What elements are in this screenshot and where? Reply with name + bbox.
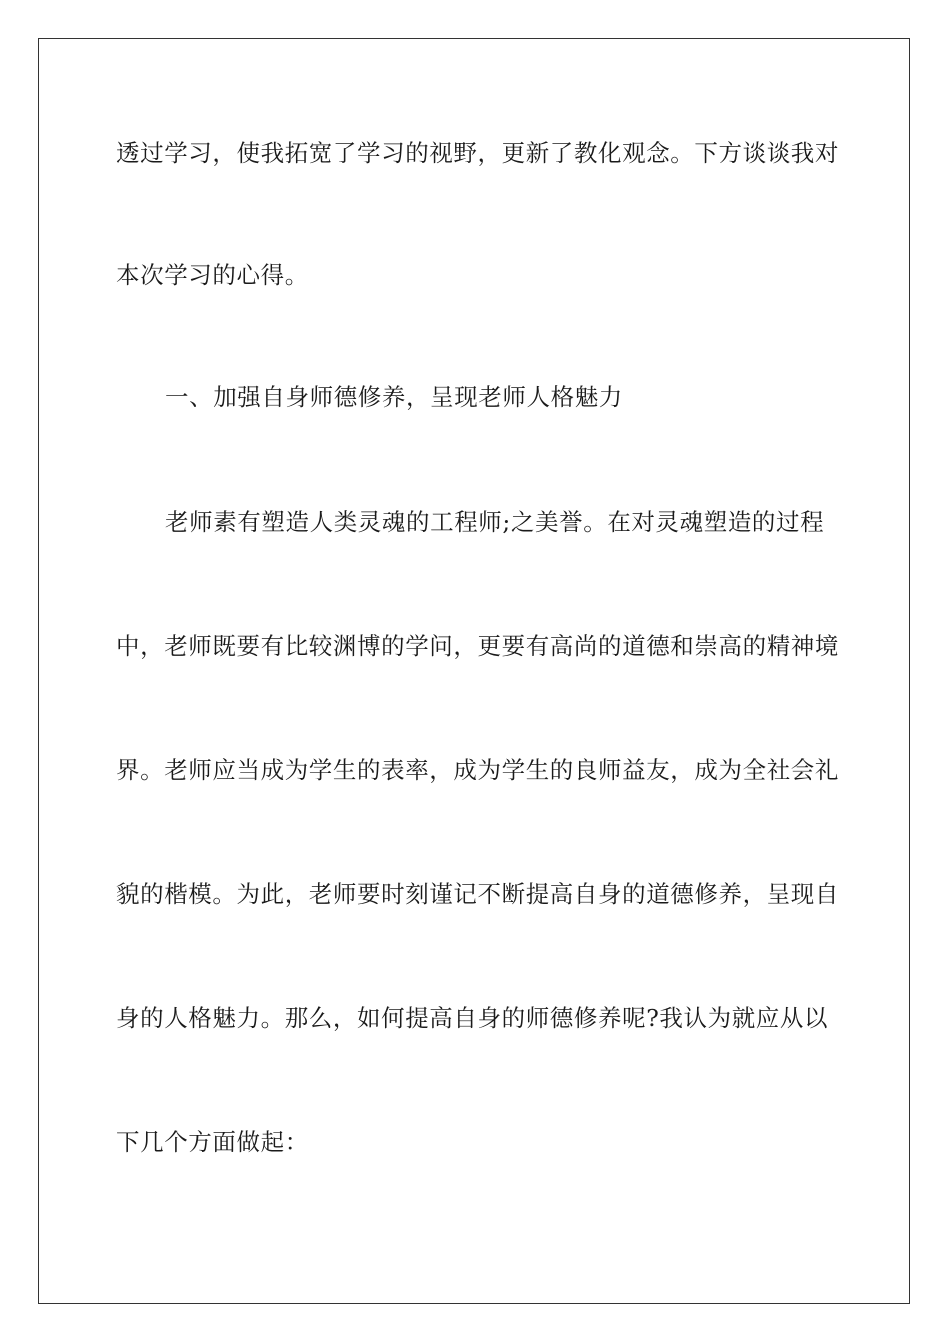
paragraph-line-5: 界。老师应当成为学生的表率，成为学生的良师益友，成为全社会礼 — [116, 756, 839, 784]
paragraph-line-3: 老师素有塑造人类灵魂的工程师;之美誉。在对灵魂塑造的过程 — [165, 508, 825, 536]
paragraph-line-4: 中，老师既要有比较渊博的学问，更要有高尚的道德和崇高的精神境 — [116, 632, 839, 660]
paragraph-line-2: 本次学习的心得。 — [116, 261, 309, 289]
paragraph-line-1: 透过学习，使我拓宽了学习的视野，更新了教化观念。下方谈谈我对 — [116, 139, 839, 167]
paragraph-line-6: 貌的楷模。为此，老师要时刻谨记不断提高自身的道德修养，呈现自 — [116, 880, 839, 908]
paragraph-line-8: 下几个方面做起： — [116, 1128, 309, 1156]
paragraph-line-7: 身的人格魅力。那么，如何提高自身的师德修养呢?我认为就应从以 — [116, 1004, 829, 1032]
section-heading: 一、加强自身师德修养，呈现老师人格魅力 — [165, 383, 623, 411]
page-frame — [38, 38, 910, 1304]
